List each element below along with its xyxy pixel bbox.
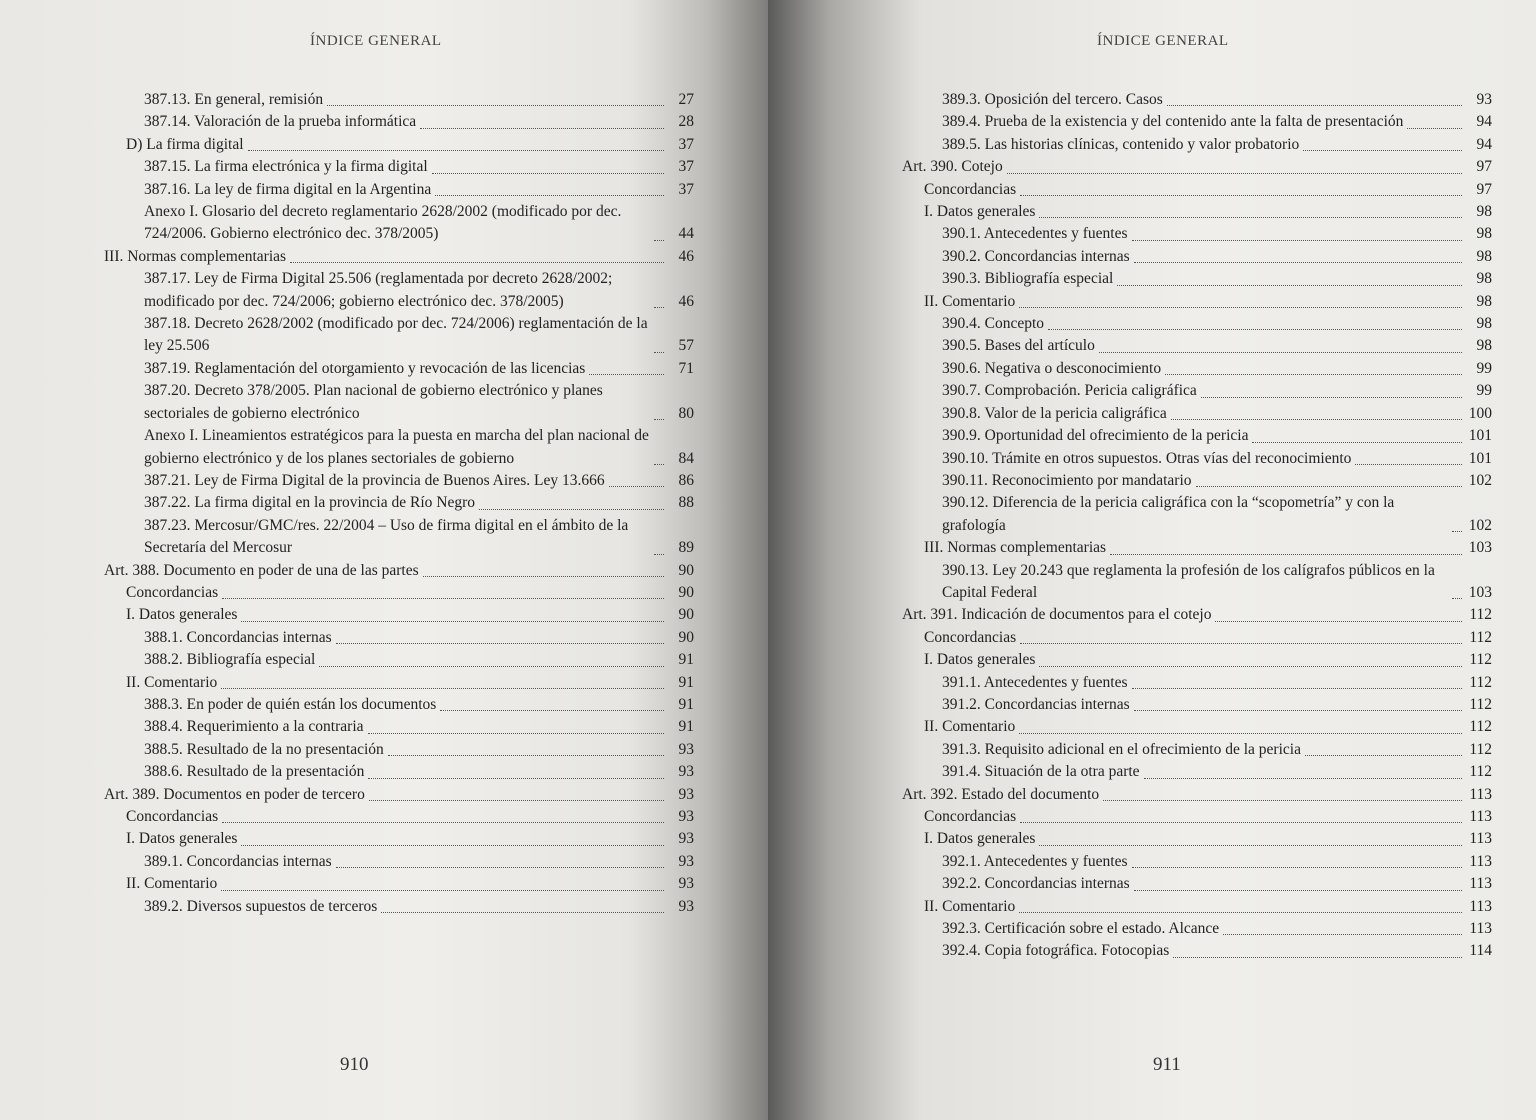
toc-entry-title: 390.7. Comprobación. Pericia caligráfica — [942, 382, 1197, 400]
toc-entry-title: 388.4. Requerimiento a la contraria — [144, 718, 364, 736]
dot-leader — [435, 195, 664, 196]
running-head: ÍNDICE GENERAL — [310, 33, 442, 49]
toc-entry — [902, 560, 1492, 605]
toc-entry — [104, 358, 694, 380]
toc-entry-title: Concordancias — [924, 808, 1017, 825]
toc-entry-page: 93 — [678, 830, 694, 848]
dot-leader — [1173, 957, 1462, 958]
toc-entry-title: II. Comentario — [126, 673, 218, 691]
running-head: ÍNDICE GENERAL — [1097, 33, 1229, 49]
toc-entry — [902, 672, 1492, 694]
toc-entry-title: 390.1. Antecedentes y fuentes — [942, 225, 1128, 243]
toc-entry-title: 388.1. Concordancias internas — [144, 628, 332, 646]
toc-entry — [902, 291, 1492, 313]
dot-leader — [1144, 778, 1462, 779]
dot-leader — [1196, 486, 1462, 487]
toc-entry-page: 113 — [1469, 808, 1492, 825]
toc-entry-page: 113 — [1469, 785, 1492, 803]
toc-entry — [902, 403, 1492, 425]
toc-entry-title: 388.5. Resultado de la no presentación — [144, 740, 384, 758]
toc-entry-title: 390.9. Oportunidad del ofrecimiento de la pericia — [942, 427, 1249, 445]
toc-entry-page: 98 — [1476, 225, 1492, 243]
toc-entry — [902, 335, 1492, 357]
toc-entry-page: 91 — [678, 651, 694, 669]
toc-entry-title: 391.1. Antecedentes y fuentes — [942, 673, 1128, 691]
toc-entry-title: 387.16. La ley de firma digital en la Argentina — [144, 180, 432, 198]
toc-entry-title: 390.12. Diferencia de la pericia caligráfica con la “scopometría” y con la grafología — [942, 494, 1395, 534]
toc-entry-page: 93 — [678, 875, 694, 893]
toc-entry-page: 113 — [1469, 920, 1492, 938]
toc-entry — [902, 246, 1492, 268]
dot-leader — [1020, 195, 1462, 196]
toc-entry-page: 100 — [1468, 404, 1492, 422]
dot-leader — [654, 307, 664, 308]
toc-entry-page: 93 — [678, 740, 694, 758]
toc-entry-title: III. Normas complementarias — [924, 539, 1107, 557]
dot-leader — [1305, 755, 1462, 756]
toc-entry-title: 390.4. Concepto — [942, 315, 1045, 333]
toc-entry-page: 93 — [678, 763, 694, 781]
toc-entry-title: I. Datos generales — [924, 203, 1036, 221]
dot-leader — [1134, 710, 1462, 711]
toc-entry — [902, 179, 1492, 201]
toc-entry-page: 93 — [678, 897, 694, 915]
toc-entry-title: Art. 388. Documento en poder de una de las partes — [104, 561, 419, 579]
toc-entry-page: 94 — [1476, 113, 1492, 131]
toc-entry-page: 103 — [1468, 583, 1492, 601]
toc-entry-title: 390.11. Reconocimiento por mandatario — [942, 471, 1192, 489]
toc-entry-title: 392.2. Concordancias internas — [942, 875, 1130, 893]
toc-entry-title: 390.2. Concordancias internas — [942, 247, 1130, 265]
toc-entry-page: 113 — [1469, 897, 1492, 915]
toc-entry-title: 387.23. Mercosur/GMC/res. 22/2004 – Uso de firma digital en el ámbito de la Secretaría del Mercosur — [144, 516, 629, 557]
toc-entry-page: 98 — [1476, 270, 1492, 288]
toc-entry — [902, 896, 1492, 918]
toc-entry-page: 80 — [678, 404, 694, 422]
toc-entry-title: II. Comentario — [924, 718, 1016, 736]
dot-leader — [222, 822, 664, 823]
dot-leader — [290, 262, 664, 263]
dot-leader — [248, 150, 665, 151]
toc-entry-page: 71 — [678, 359, 694, 377]
toc-entry-page: 84 — [678, 449, 694, 467]
toc-entry-title: D) La firma digital — [126, 135, 244, 153]
toc-entry-title: Anexo I. Glosario del decreto reglamentario 2628/2002 (modificado por dec. 724/2006. Gobierno electrónico dec. 378/2005) — [144, 203, 622, 243]
toc-entry-title: 389.3. Oposición del tercero. Casos — [942, 91, 1163, 108]
dot-leader — [440, 710, 664, 711]
toc-entry-page: 112 — [1469, 740, 1492, 758]
dot-leader — [1117, 285, 1462, 286]
toc-entry-page: 98 — [1476, 315, 1492, 333]
toc-entry-page: 94 — [1476, 135, 1492, 153]
toc-entry-title: 387.15. La firma electrónica y la firma digital — [144, 158, 428, 176]
toc-entry-title: 387.17. Ley de Firma Digital 25.506 (reglamentada por decreto 2628/2002; modificado por dec. 724/2006; gobierno electrónico dec. 378/2005) — [144, 270, 613, 310]
page-number: 910 — [340, 1054, 369, 1075]
dot-leader — [1303, 150, 1462, 151]
dot-leader — [1103, 800, 1462, 801]
toc-entry-title: Concordancias — [126, 583, 219, 601]
dot-leader — [1020, 643, 1462, 644]
toc-entry-title: Art. 390. Cotejo — [902, 158, 1003, 176]
toc-entry — [104, 716, 694, 738]
toc-entry-title: 387.13. En general, remisión — [144, 91, 324, 108]
toc-entry-page: 98 — [1476, 247, 1492, 265]
toc-entry — [902, 156, 1492, 178]
toc-entry — [104, 246, 694, 268]
toc-entry — [104, 582, 694, 604]
dot-leader — [327, 105, 664, 106]
toc-entry-title: 391.2. Concordancias internas — [942, 695, 1130, 713]
dot-leader — [1407, 128, 1462, 129]
toc-entry — [902, 537, 1492, 559]
toc-entry — [104, 268, 694, 313]
toc-entry — [104, 156, 694, 178]
toc-entry — [902, 918, 1492, 940]
toc-entry-title: I. Datos generales — [126, 830, 238, 848]
toc-entry-page: 46 — [678, 247, 694, 265]
toc-entry-page: 37 — [678, 135, 694, 153]
toc-entry-page: 90 — [678, 561, 694, 579]
toc-entry — [104, 560, 694, 582]
toc-entry-page: 112 — [1469, 673, 1492, 691]
toc-entry — [104, 470, 694, 492]
toc-entry — [902, 851, 1492, 873]
toc-entry — [104, 761, 694, 783]
dot-leader — [654, 352, 664, 353]
toc-entry-page: 37 — [678, 158, 694, 176]
toc-entry — [902, 716, 1492, 738]
toc-entry — [902, 358, 1492, 380]
toc-entry — [104, 806, 694, 828]
toc-entry — [104, 851, 694, 873]
toc-entry-title: II. Comentario — [924, 292, 1016, 310]
toc-entry-page: 97 — [1476, 180, 1492, 198]
dot-leader — [336, 867, 664, 868]
toc-entry-page: 93 — [1476, 91, 1492, 108]
toc-entry-title: 390.8. Valor de la pericia caligráfica — [942, 404, 1167, 422]
toc-entry-page: 46 — [678, 292, 694, 310]
dot-leader — [1039, 845, 1462, 846]
toc-entry-page: 37 — [678, 180, 694, 198]
toc-entry-title: 390.13. Ley 20.243 que reglamenta la profesión de los calígrafos públicos en la Capital Federal — [942, 561, 1435, 601]
toc-entry — [104, 784, 694, 806]
toc-entry-page: 28 — [678, 113, 694, 131]
dot-leader — [221, 890, 664, 891]
toc-entry — [902, 492, 1492, 537]
toc-entry-page: 90 — [678, 606, 694, 624]
toc-entry-page: 102 — [1468, 516, 1492, 534]
toc-entry-page: 86 — [678, 471, 694, 489]
toc-entry-page: 93 — [678, 852, 694, 870]
toc-list — [104, 89, 694, 918]
toc-entry-title: 392.3. Certificación sobre el estado. Alcance — [942, 920, 1220, 938]
toc-entry-title: 391.4. Situación de la otra parte — [942, 763, 1140, 781]
toc-entry — [104, 873, 694, 895]
toc-entry — [902, 627, 1492, 649]
toc-entry-title: Anexo I. Lineamientos estratégicos para la puesta en marcha del plan nacional de gobierno electrónico y de los planes sectoriales de gobierno — [144, 427, 649, 467]
toc-entry — [104, 739, 694, 761]
toc-entry — [902, 604, 1492, 626]
toc-entry — [104, 134, 694, 156]
toc-entry-title: II. Comentario — [924, 897, 1016, 915]
dot-leader — [1134, 890, 1462, 891]
toc-entry — [104, 492, 694, 514]
dot-leader — [423, 576, 664, 577]
toc-entry — [902, 828, 1492, 850]
toc-entry — [902, 761, 1492, 783]
toc-entry — [902, 649, 1492, 671]
toc-entry — [104, 694, 694, 716]
toc-entry — [902, 694, 1492, 716]
toc-entry-title: 392.1. Antecedentes y fuentes — [942, 852, 1128, 870]
toc-entry-page: 91 — [678, 718, 694, 736]
dot-leader — [589, 374, 664, 375]
dot-leader — [1132, 688, 1462, 689]
toc-entry-title: 390.3. Bibliografía especial — [942, 270, 1114, 288]
toc-entry-title: 387.22. La firma digital en la provincia de Río Negro — [144, 494, 476, 512]
dot-leader — [1165, 374, 1462, 375]
dot-leader — [241, 845, 664, 846]
dot-leader — [388, 755, 664, 756]
toc-entry-page: 103 — [1468, 539, 1492, 557]
toc-entry — [104, 627, 694, 649]
toc-entry — [104, 179, 694, 201]
toc-entry-page: 91 — [678, 695, 694, 713]
toc-entry-page: 97 — [1476, 158, 1492, 176]
toc-entry-title: I. Datos generales — [924, 651, 1036, 669]
dot-leader — [1215, 621, 1462, 622]
toc-entry-page: 98 — [1476, 337, 1492, 355]
dot-leader — [654, 240, 664, 241]
toc-entry — [902, 448, 1492, 470]
dot-leader — [221, 688, 664, 689]
toc-entry-page: 90 — [678, 628, 694, 646]
toc-entry — [902, 784, 1492, 806]
toc-entry — [902, 313, 1492, 335]
toc-entry-page: 113 — [1469, 830, 1492, 848]
toc-entry — [902, 268, 1492, 290]
toc-entry-title: 387.14. Valoración de la prueba informática — [144, 113, 417, 131]
toc-entry-title: II. Comentario — [126, 875, 218, 893]
toc-entry-page: 93 — [678, 785, 694, 803]
dot-leader — [1132, 240, 1462, 241]
toc-entry — [902, 425, 1492, 447]
toc-entry-page: 112 — [1469, 606, 1492, 624]
dot-leader — [1099, 352, 1462, 353]
dot-leader — [1110, 554, 1462, 555]
toc-entry — [104, 380, 694, 425]
dot-leader — [319, 666, 664, 667]
toc-entry-page: 99 — [1476, 359, 1492, 377]
dot-leader — [381, 912, 664, 913]
toc-entry-page: 112 — [1469, 651, 1492, 669]
toc-entry-page: 90 — [678, 583, 694, 601]
toc-entry-page: 112 — [1469, 763, 1492, 781]
dot-leader — [1452, 531, 1462, 532]
dot-leader — [1039, 666, 1462, 667]
toc-entry — [104, 201, 694, 246]
toc-entry — [902, 223, 1492, 245]
dot-leader — [1171, 419, 1462, 420]
toc-entry — [902, 111, 1492, 133]
toc-entry-title: Art. 391. Indicación de documentos para el cotejo — [902, 606, 1212, 624]
dot-leader — [1007, 173, 1462, 174]
toc-entry-title: 392.4. Copia fotográfica. Fotocopias — [942, 942, 1170, 960]
toc-entry — [104, 425, 694, 470]
toc-entry-title: 391.3. Requisito adicional en el ofrecimiento de la pericia — [942, 740, 1301, 758]
toc-entry-title: III. Normas complementarias — [104, 247, 287, 265]
toc-entry-title: 389.5. Las historias clínicas, contenido y valor probatorio — [942, 135, 1300, 153]
toc-entry-page: 112 — [1469, 718, 1492, 736]
dot-leader — [1019, 733, 1462, 734]
toc-entry — [902, 873, 1492, 895]
dot-leader — [654, 464, 664, 465]
dot-leader — [609, 486, 664, 487]
toc-entry-title: 387.20. Decreto 378/2005. Plan nacional de gobierno electrónico y planes sectoriales de gobierno electrónico — [144, 382, 603, 422]
toc-entry-title: Art. 392. Estado del documento — [902, 785, 1100, 803]
dot-leader — [654, 554, 664, 555]
toc-entry-title: Concordancias — [924, 180, 1017, 198]
toc-entry-page: 101 — [1468, 427, 1492, 445]
toc-entry-title: 388.3. En poder de quién están los documentos — [144, 695, 437, 713]
toc-entry-title: I. Datos generales — [924, 830, 1036, 848]
toc-entry — [104, 828, 694, 850]
toc-entry-title: 387.18. Decreto 2628/2002 (modificado por dec. 724/2006) reglamentación de la ley 25.506 — [144, 315, 648, 355]
toc-entry-page: 101 — [1468, 449, 1492, 467]
toc-entry-page: 89 — [678, 539, 694, 557]
dot-leader — [432, 173, 664, 174]
toc-entry-page: 44 — [678, 225, 694, 243]
toc-entry — [104, 89, 694, 111]
toc-entry — [902, 806, 1492, 828]
dot-leader — [1020, 822, 1462, 823]
dot-leader — [1167, 105, 1462, 106]
toc-entry-title: I. Datos generales — [126, 606, 238, 624]
toc-entry-page: 102 — [1468, 471, 1492, 489]
toc-entry-page: 88 — [678, 494, 694, 512]
toc-entry-page: 113 — [1469, 852, 1492, 870]
dot-leader — [1252, 442, 1462, 443]
dot-leader — [1355, 464, 1462, 465]
dot-leader — [1134, 262, 1462, 263]
toc-entry-page: 98 — [1476, 203, 1492, 221]
toc-entry-title: 389.2. Diversos supuestos de terceros — [144, 897, 378, 915]
toc-entry — [902, 134, 1492, 156]
toc-entry — [104, 111, 694, 133]
toc-entry-title: 390.6. Negativa o desconocimiento — [942, 359, 1162, 377]
dot-leader — [1452, 598, 1462, 599]
toc-entry — [902, 201, 1492, 223]
dot-leader — [1019, 912, 1462, 913]
toc-entry — [902, 89, 1492, 111]
dot-leader — [241, 621, 664, 622]
toc-list — [902, 89, 1492, 963]
toc-entry-title: 387.19. Reglamentación del otorgamiento y revocación de las licencias — [144, 359, 586, 377]
dot-leader — [336, 643, 664, 644]
dot-leader — [369, 800, 664, 801]
toc-entry — [902, 940, 1492, 962]
toc-entry-page: 91 — [678, 673, 694, 691]
dot-leader — [654, 419, 664, 420]
dot-leader — [1223, 934, 1462, 935]
toc-entry-page: 93 — [678, 808, 694, 825]
toc-entry — [902, 380, 1492, 402]
toc-entry-title: Art. 389. Documentos en poder de tercero — [104, 785, 365, 803]
toc-entry-title: 390.5. Bases del artículo — [942, 337, 1095, 355]
toc-entry — [104, 313, 694, 358]
dot-leader — [420, 128, 664, 129]
toc-entry-page: 112 — [1469, 695, 1492, 713]
toc-entry-page: 27 — [678, 91, 694, 108]
dot-leader — [1019, 307, 1462, 308]
toc-entry — [104, 604, 694, 626]
toc-entry-title: 388.2. Bibliografía especial — [144, 651, 316, 669]
toc-entry-page: 114 — [1469, 942, 1492, 960]
toc-entry-title: 389.1. Concordancias internas — [144, 852, 332, 870]
toc-entry-title: 387.21. Ley de Firma Digital de la provincia de Buenos Aires. Ley 13.666 — [144, 471, 605, 489]
toc-entry-title: 389.4. Prueba de la existencia y del contenido ante la falta de presentación — [942, 113, 1404, 131]
toc-entry-page: 113 — [1469, 875, 1492, 893]
toc-entry — [104, 515, 694, 560]
toc-entry-title: Concordancias — [126, 808, 219, 825]
toc-entry-title: 388.6. Resultado de la presentación — [144, 763, 365, 781]
toc-entry — [902, 739, 1492, 761]
toc-entry-page: 57 — [678, 337, 694, 355]
toc-entry — [104, 896, 694, 918]
toc-entry — [902, 470, 1492, 492]
toc-entry-title: Concordancias — [924, 628, 1017, 646]
page-number: 911 — [1153, 1054, 1181, 1075]
toc-entry-page: 112 — [1469, 628, 1492, 646]
dot-leader — [1132, 867, 1462, 868]
dot-leader — [1048, 329, 1462, 330]
dot-leader — [1201, 397, 1462, 398]
toc-entry-page: 98 — [1476, 292, 1492, 310]
dot-leader — [222, 598, 664, 599]
toc-entry-page: 99 — [1476, 382, 1492, 400]
dot-leader — [1039, 217, 1462, 218]
toc-entry — [104, 649, 694, 671]
dot-leader — [479, 509, 664, 510]
dot-leader — [368, 733, 664, 734]
dot-leader — [368, 778, 664, 779]
right-page — [768, 0, 1536, 1120]
toc-entry-title: 390.10. Trámite en otros supuestos. Otras vías del reconocimiento — [942, 449, 1352, 467]
toc-entry — [104, 672, 694, 694]
